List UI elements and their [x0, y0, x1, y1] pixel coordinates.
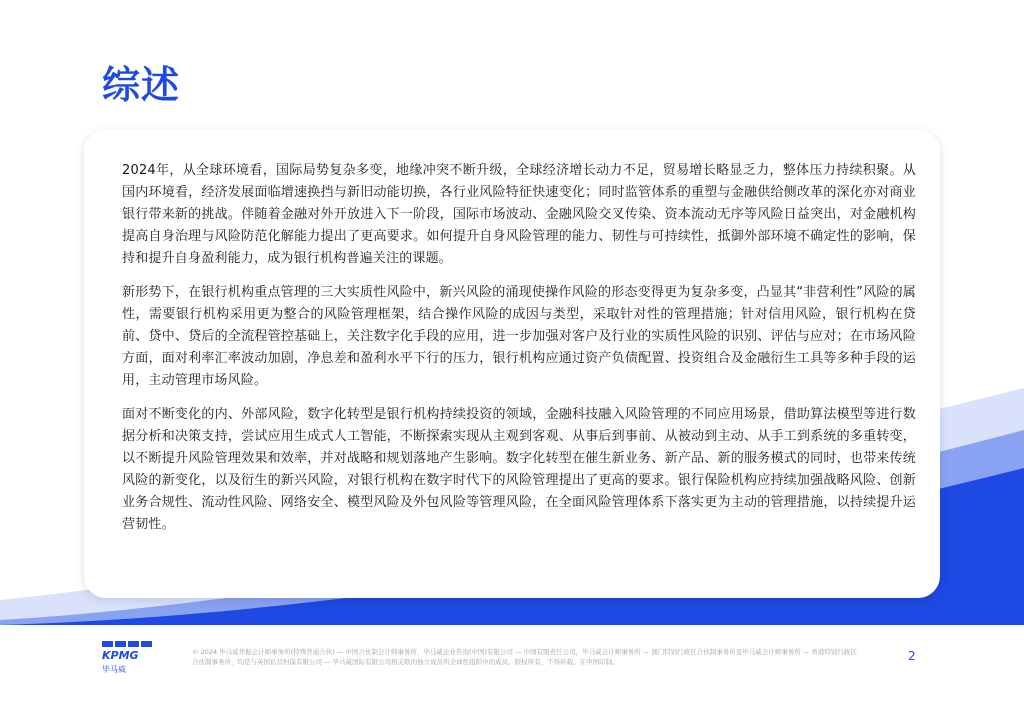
page-title: 综述	[102, 63, 181, 107]
body-text	[122, 160, 916, 548]
logo-boxes-icon	[102, 641, 152, 647]
paragraph: 2024年，从全球环境看，国际局势复杂多变，地缘冲突不断升级，全球经济增长动力不足，贸易增长略显乏力，整体压力持续积聚。从国内环境看，经济发展面临增速换挡与新旧动能切换，各行业风险特征快速变化；同时监管体系的重塑与金融供给侧改革的深化亦对商业银行带来新的挑战。伴随着金融对外开放进入下一阶段，国际市场波动、金融风险交叉传染、资本流动无序等风险日益突出，对金融机构提高自身治理与风险防范化解能力提出了更高要求。如何提升自身风险管理的能力、韧性与可持续性，抵御外部环境不确定性的影响，保持和提升自身盈利能力，成为银行机构普遍关注的课题。	[122, 163, 916, 266]
paragraph: 新形势下，在银行机构重点管理的三大实质性风险中，新兴风险的涌现使操作风险的形态变得更为复杂多变，凸显其“非营利性”风险的属性，需要银行机构采用更为整合的风险管理框架，结合操作风险的成因与类型，采取针对性的管理措施；针对信用风险，银行机构在贷前、贷中、贷后的全流程管控基础上，关注数字化手段的应用，进一步加强对客户及行业的实质性风险的识别、评估与应对；在市场风险方面，面对利率汇率波动加剧，净息差和盈利水平下行的压力，银行机构应通过资产负债配置、投资组合及金融衍生工具等多种手段的运用，主动管理市场风险。	[122, 285, 916, 388]
legal-disclaimer: © 2024 毕马威华振会计师事务所(特殊普通合伙) — 中国合伙制会计师事务所，毕马威企业咨询(中国)有限公司 — 中国有限责任公司，毕马威会计师事务所 — 澳门特别行政区合伙制事务所及毕马威会计师事务所 — 香港特别行政区合伙制事务所，均是与英国私营担保有限公司 — 毕马威国际有限公司相关联的独立成员所全球性组织中的成员。版权所有，不得转载。在中国印制。	[192, 648, 857, 666]
paragraph: 面对不断变化的内、外部风险，数字化转型是银行机构持续投资的领域，金融科技融入风险管理的不同应用场景，借助算法模型等进行数据分析和决策支持，尝试应用生成式人工智能，不断探索实现从主观到客观、从事后到事前、从被动到主动、从手工到系统的多重转变，以不断提升风险管理效果和效率，并对战略和规划落地产生影响。数字化转型在催生新业务、新产品、新的服务模式的同时，也带来传统风险的新变化，以及衍生的新兴风险，对银行机构在数字时代下的风险管理提出了更高的要求。银行保险机构应持续加强战略风险、创新业务合规性、流动性风险、网络安全、模型风险及外包风险等管理风险，在全面风险管理体系下落实更为主动的管理措施，以持续提升运营韧性。	[122, 407, 916, 532]
kpmg-logo	[102, 641, 152, 675]
content-card	[84, 130, 940, 598]
footer	[0, 625, 1024, 709]
logo-chinese-text: 毕马威	[102, 665, 126, 674]
logo-brand-text: KPMG	[102, 649, 139, 662]
page-number: 2	[908, 649, 916, 663]
